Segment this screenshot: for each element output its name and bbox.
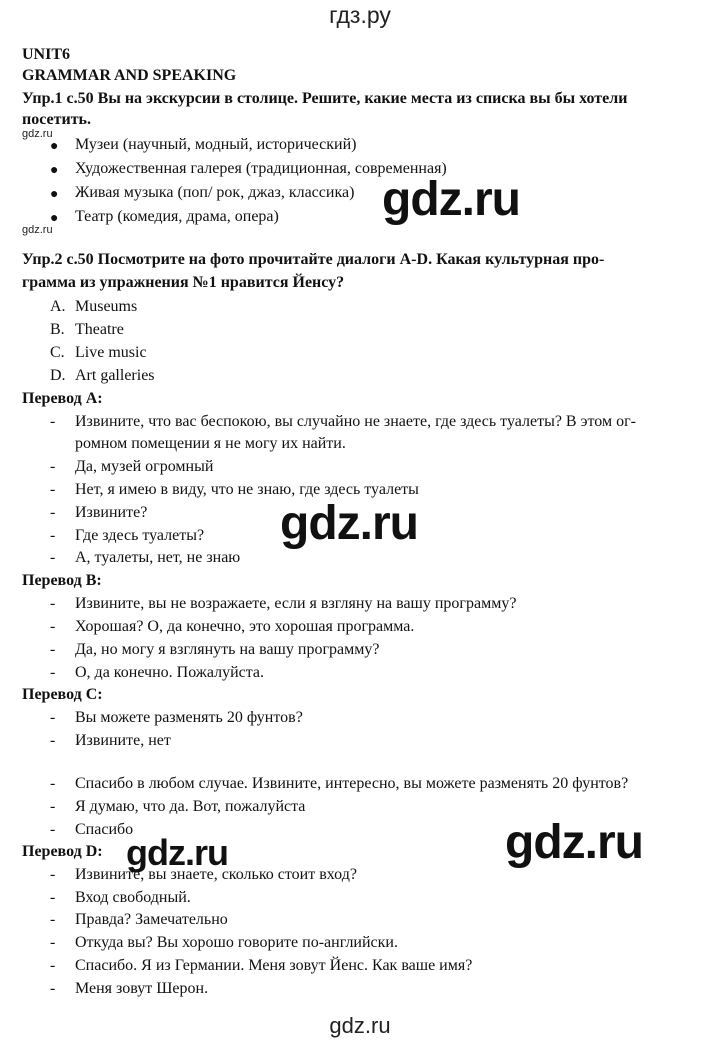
dash: - bbox=[50, 775, 56, 792]
translation-b-heading: Перевод B: bbox=[22, 572, 102, 589]
option-text: Theatre bbox=[75, 321, 124, 338]
dash: - bbox=[50, 481, 56, 498]
dash: - bbox=[50, 732, 56, 749]
ex1-item: Музеи (научный, модный, исторический) bbox=[75, 136, 357, 153]
dash: - bbox=[50, 504, 56, 521]
watermark-small: gdz.ru bbox=[22, 224, 53, 236]
dash: - bbox=[50, 957, 56, 974]
watermark-small: gdz.ru bbox=[22, 128, 53, 140]
option-text: Live music bbox=[75, 344, 147, 361]
option-text: Art galleries bbox=[75, 367, 155, 384]
dialogue-line: Извините? bbox=[75, 504, 148, 521]
dialogue-line: Спасибо bbox=[75, 821, 134, 838]
translation-c-heading: Перевод C: bbox=[22, 686, 103, 703]
exercise1-title: Упр.1 с.50 Вы на экскурсии в столице. Решите, какие места из списка вы бы хотели bbox=[22, 90, 628, 107]
site-footer: gdz.ru bbox=[329, 1013, 391, 1038]
dash: - bbox=[50, 458, 56, 475]
dialogue-line: Спасибо в любом случае. Извините, интересно, вы можете разменять 20 фунтов? bbox=[75, 775, 629, 792]
bullet-icon: ● bbox=[50, 211, 59, 226]
dialogue-line: А, туалеты, нет, не знаю bbox=[75, 549, 241, 566]
dialogue-line: Извините, нет bbox=[75, 732, 171, 749]
dialogue-line: Откуда вы? Вы хорошо говорите по-английски. bbox=[75, 934, 398, 951]
dialogue-line-cont: ромном помещении я не могу их найти. bbox=[75, 435, 346, 452]
section-title: GRAMMAR AND SPEAKING bbox=[22, 67, 237, 84]
option-letter: D. bbox=[50, 367, 66, 384]
dialogue-line: Да, музей огромный bbox=[75, 458, 214, 475]
dash: - bbox=[50, 980, 56, 997]
site-header: гдз.ру bbox=[329, 2, 391, 28]
dash: - bbox=[50, 527, 56, 544]
exercise1-title-cont: посетить. bbox=[22, 111, 92, 128]
dash: - bbox=[50, 911, 56, 928]
option-letter: A. bbox=[50, 298, 66, 315]
option-text: Museums bbox=[75, 298, 138, 315]
translation-d-heading: Перевод D: bbox=[22, 843, 103, 860]
exercise2-title: Упр.2 с.50 Посмотрите на фото прочитайте диалоги A-D. Какая культурная про- bbox=[22, 251, 605, 268]
dash: - bbox=[50, 889, 56, 906]
exercise2-title-cont: грамма из упражнения №1 нравится Йенсу? bbox=[22, 274, 345, 291]
bullet-icon: ● bbox=[50, 163, 59, 178]
dash: - bbox=[50, 549, 56, 566]
dialogue-line: Извините, что вас беспокою, вы случайно не знаете, где здесь туалеты? В этом ог- bbox=[75, 413, 636, 430]
dialogue-line: Извините, вы не возражаете, если я взгляну на вашу программу? bbox=[75, 595, 517, 612]
dialogue-line: Да, но могу я взглянуть на вашу программу? bbox=[75, 641, 380, 658]
watermark-large: gdz.ru bbox=[505, 816, 643, 869]
ex1-item: Живая музыка (поп/ рок, джаз, классика) bbox=[75, 184, 355, 201]
dialogue-line: Правда? Замечательно bbox=[75, 911, 228, 928]
dash: - bbox=[50, 866, 56, 883]
dialogue-line: Вы можете разменять 20 фунтов? bbox=[75, 709, 303, 726]
unit-title: UNIT6 bbox=[22, 46, 71, 63]
dash: - bbox=[50, 664, 56, 681]
dash: - bbox=[50, 595, 56, 612]
dialogue-line: Хорошая? О, да конечно, это хорошая программа. bbox=[75, 618, 415, 635]
option-letter: B. bbox=[50, 321, 65, 338]
dialogue-line: Меня зовут Шерон. bbox=[75, 980, 209, 997]
bullet-icon: ● bbox=[50, 187, 59, 202]
watermark-large: gdz.ru bbox=[280, 497, 418, 550]
watermark-large: gdz.ru bbox=[126, 832, 228, 873]
dash: - bbox=[50, 798, 56, 815]
dash: - bbox=[50, 821, 56, 838]
option-letter: C. bbox=[50, 344, 65, 361]
dash: - bbox=[50, 413, 56, 430]
dialogue-line: О, да конечно. Пожалуйста. bbox=[75, 664, 265, 681]
dash: - bbox=[50, 641, 56, 658]
dash: - bbox=[50, 709, 56, 726]
dialogue-line: Где здесь туалеты? bbox=[75, 527, 205, 544]
bullet-icon: ● bbox=[50, 139, 59, 154]
dialogue-line: Извините, вы знаете, сколько стоит вход? bbox=[75, 866, 357, 883]
ex1-item: Театр (комедия, драма, опера) bbox=[75, 208, 279, 225]
dialogue-line: Я думаю, что да. Вот, пожалуйста bbox=[75, 798, 306, 815]
dialogue-line: Нет, я имею в виду, что не знаю, где здесь туалеты bbox=[75, 481, 419, 498]
translation-a-heading: Перевод A: bbox=[22, 390, 103, 407]
dialogue-line: Вход свободный. bbox=[75, 889, 191, 906]
dash: - bbox=[50, 934, 56, 951]
ex1-item: Художественная галерея (традиционная, современная) bbox=[75, 160, 447, 177]
watermark-large: gdz.ru bbox=[382, 173, 520, 226]
dialogue-line: Спасибо. Я из Германии. Меня зовут Йенс. Как ваше имя? bbox=[75, 957, 473, 974]
dash: - bbox=[50, 618, 56, 635]
